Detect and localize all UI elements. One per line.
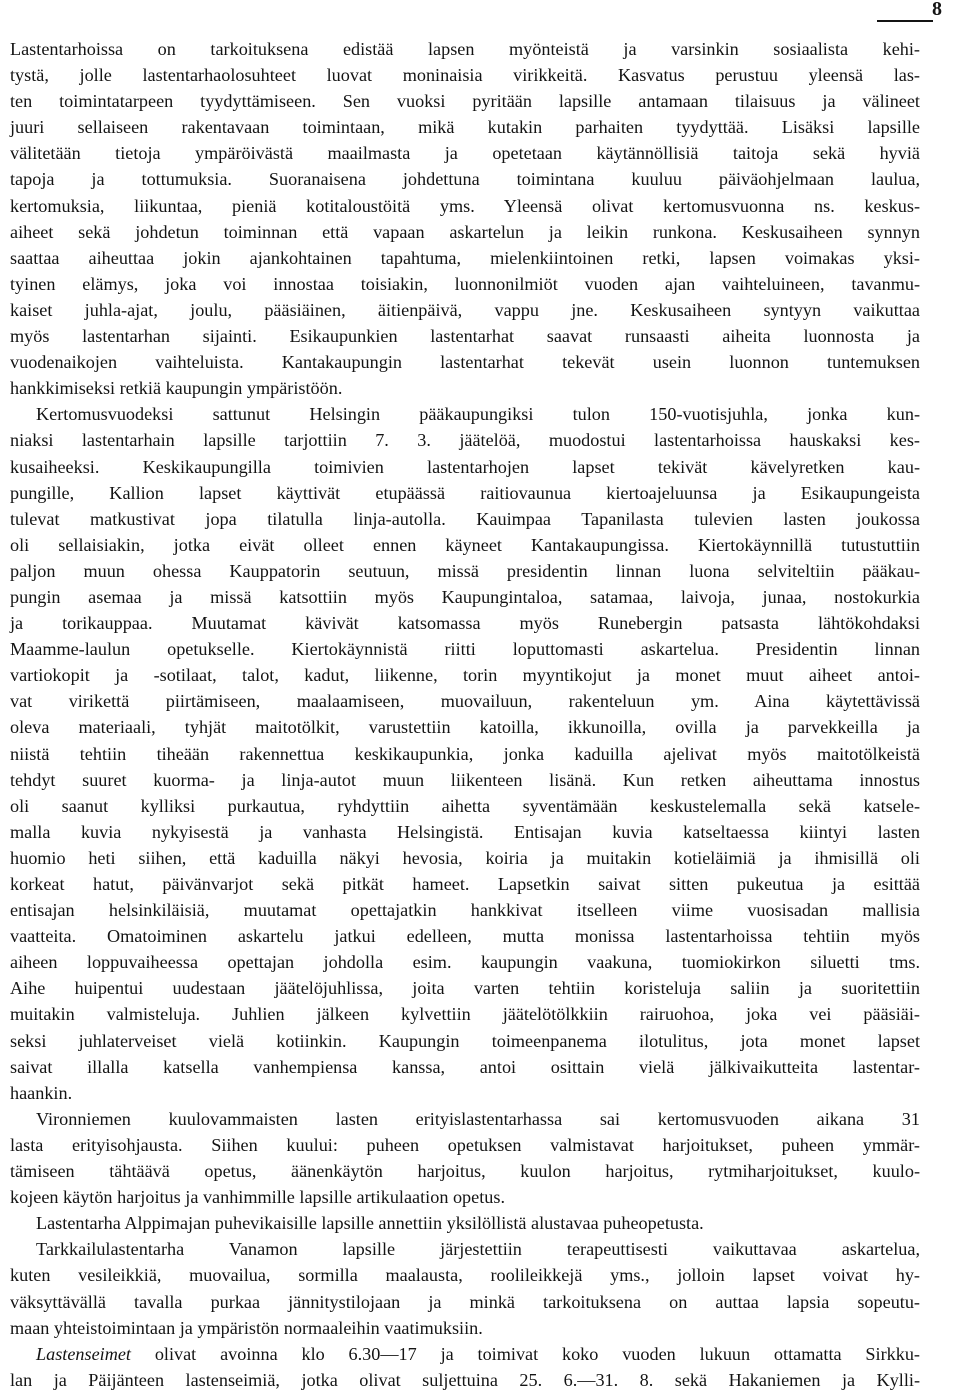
text-line: aiheet sekä johdetun toiminnan että vapaan askartelun ja leikin runkona. Keskusaiheen synnyn	[10, 221, 920, 242]
text-line: oli sellaisiakin, jotka eivät olleet ennen käyneet Kantakaupungissa. Kiertokäynnillä tutustuttiin	[10, 534, 920, 555]
text-line: pungin asemaa ja missä katsottiin myös Kaupungintaloa, satamaa, laivoja, junaa, nostokurkia	[10, 586, 920, 607]
header-rule	[877, 20, 933, 22]
text-line: Lastentarhoissa on tarkoituksena edistää lapsen myönteistä ja varsinkin sosiaalista kehi-	[10, 39, 920, 59]
text-line: hankkimiseksi retkiä kaupungin ympäristöön.	[10, 378, 343, 399]
body-text	[0, 36, 960, 1393]
text-line: vuodenaikojen vaihteluista. Kantakaupungin lastentarhat tekevät usein luonnon tuntemuksen	[10, 352, 920, 373]
text-line: lasta erityisohjausta. Siihen kuului: puheen opetuksen valmistavat harjoitukset, puheen ymmär-	[10, 1134, 920, 1155]
text-line: tämiseen tähtäävä opetus, äänenkäytön harjoitus, kuulon harjoitus, rytmiharjoitukset, kuulo-	[10, 1161, 920, 1182]
text-line: haankin.	[10, 1082, 73, 1103]
text-line: vat virikettä piirtämiseen, maalaamiseen, muovailuun, rakenteluun ym. Aina käytettävissä	[10, 691, 920, 712]
paragraph-observation-kindergarten	[0, 1236, 960, 1340]
text-line: saivat illalla katsella vanhempiensa kanssa, antoi osittain vielä jälkivaikutteita lastentar-	[10, 1056, 920, 1077]
paragraph-day-nurseries	[0, 1341, 960, 1393]
text-line: pungille, Kallion lapset käyttivät etupäässä raitiovaunua kiertoajeluunsa ja Esikaupungeista	[10, 482, 920, 503]
text-line: tyinen elämys, joka voi innostaa toisiakin, luonnonilmiöt vuoden ajan vaihteluineen, tavanmu-	[10, 273, 920, 294]
text-line: paljon muun ohessa Kauppatorin seutuun, missä presidentin linnan luona selviteltiin pääkau-	[10, 560, 920, 581]
text-line: Vironniemen kuulovammaisten lasten erityislastentarhassa sai kertomusvuoden aikana 31	[36, 1108, 920, 1129]
text-line: Aihe huipentui uudestaan jäätelöjuhlissa, joita varten tehtiin koristeluja saliin ja suoritettiin	[10, 978, 920, 999]
paragraph-intro	[0, 36, 960, 401]
text-line: oli saanut kylliksi purkautua, ryhdyttiin aihetta syventämään keskustelemalla sekä katsele-	[10, 795, 920, 816]
text-line: kusaiheeksi. Keskikaupungilla toimivien lastentarhojen lapset tekivät kävelyretken kau-	[10, 456, 920, 477]
text-line: kertomuksia, liikuntaa, pieniä kotitaloustöitä yms. Yleensä olivat kertomusvuonna ns. keskus-	[10, 195, 920, 216]
text-line: tulevat matkustivat jopa tilatulla linja-autolla. Kauimpaa Tapanilasta tulevien lasten joukossa	[10, 508, 920, 529]
text-line: juuri sellaiseen rakentavaan toimintaan, mikä kutakin parhaiten tyydyttää. Lisäksi lapsille	[10, 117, 920, 138]
text-line: aiheen loppuvaiheessa opettajan johdolla esim. kaupungin vaakuna, tuomiokirkon siluetti tms.	[10, 952, 920, 973]
text-line: ten toimintatarpeen tyydyttämiseen. Sen vuoksi pyritään lapsille antamaan tilaisuus ja välineet	[10, 91, 920, 112]
text-line: Lastentarha Alppimajan puhevikaisille lapsille annettiin yksilöllistä alustavaa puheopetusta.	[36, 1213, 704, 1234]
text-line: myös lastentarhan sijainti. Esikaupunkien lastentarhat saavat runsaasti aiheita luonnosta ja	[10, 326, 920, 347]
text-line: tystä, jolle lastentarhaolosuhteet luovat moninaisia virikkeitä. Kasvatus perustuu yleensä las-	[10, 65, 920, 86]
text-line: saattaa aiheuttaa jokin ajankohtainen tapahtuma, mielenkiintoinen retki, lapsen voimakas yksi-	[10, 247, 920, 268]
text-line: niaksi lastentarhain lapsille tarjottiin 7. 3. jäätelöä, muodostui lastentarhoissa hauskaksi kes-	[10, 430, 920, 451]
text-line: niistä tehtiin tiheään rakennettua keskikaupunkia, jonka kaduilla ajelivat myös maitotölkeistä	[10, 743, 920, 764]
text-line: Kertomusvuodeksi sattunut Helsingin pääkaupungiksi tulon 150-vuotisjuhla, jonka kun-	[36, 404, 920, 425]
text-line: kojeen käytön harjoitus ja vanhimmille lapsille artikulaation opetus.	[10, 1187, 505, 1208]
text-line: huomio heti siihen, että kaduilla näkyi hevosia, koiria ja muitakin kotieläimiä ja ihmisillä oli	[10, 847, 920, 868]
text-line: malla kuvia nykyisestä ja vanhasta Helsingistä. Entisajan kuvia katseltaessa kiintyi lasten	[10, 821, 920, 842]
text-line: korkeat hatut, päivänvarjot sekä pitkät hameet. Lapsetkin saivat sitten pukeutua ja esittää	[10, 874, 920, 894]
paragraph-hearing-impaired	[0, 1106, 960, 1210]
text-line: entisajan helsinkiläisiä, muutamat opettajatkin hankkivat itselleen viime vuosisadan mallisia	[10, 900, 920, 921]
text-line-rest: olivat avoinna klo 6.30—17 ja toimivat koko vuoden lukuun ottamatta Sirkku-	[130, 1343, 920, 1364]
text-line: lan ja Päijänteen lastenseimiä, jotka olivat suljettuina 25. 6.—31. 8. sekä Hakaniemen ja Kylli-	[10, 1369, 920, 1390]
page-number: 8	[932, 0, 942, 20]
text-line: tehdyt suuret kuorma- ja linja-autot muun liikenteen lisänä. Kun retken aiheuttama innostus	[10, 769, 920, 790]
text-line: vaatteita. Omatoiminen askartelu jatkui edelleen, mutta monissa lastentarhoissa tehtiin myös	[10, 926, 920, 947]
text-line: välitetään tietoja ympäröivästä maailmasta ja opetetaan käytännöllisiä taitoja sekä hyviä	[10, 143, 920, 164]
text-line: vartiokopit ja -sotilaat, talot, kadut, liikenne, torin myyntikojut ja monet muut aiheet antoi-	[10, 665, 920, 686]
text-line: oleva materiaali, tyhjät maitotölkit, varustettiin katoilla, ikkunoilla, ovilla ja parvekkeilla ja	[10, 717, 920, 738]
text-line: kaiset juhla-ajat, joulu, pääsiäinen, äitienpäivä, vappu jne. Keskusaiheen syntyyn vaikuttaa	[10, 299, 920, 320]
paragraph-anniversary	[0, 401, 960, 1106]
text-line: Maamme-laulun opetukselle. Kiertokäynnistä riitti loputtomasti askartelua. Presidentin linnan	[10, 639, 920, 660]
text-line	[0, 1341, 960, 1367]
section-lead-italic: Lastenseimet	[36, 1343, 131, 1364]
text-line: muitakin valmisteluja. Juhlien jälkeen kylvettiin jäätelötölkkiin rairuohoa, joka vei pääsiäi-	[10, 1004, 920, 1025]
text-line: väksyttävällä tavalla purkaa jännitystilojaan ja minkä tarkoituksena on auttaa lapsia sopeutu-	[10, 1291, 920, 1312]
text-line: tapoja ja tottumuksia. Suoranaisena johdettuna toimintana kuuluu päiväohjelmaan laulua,	[10, 169, 920, 190]
text-line: Tarkkailulastentarha Vanamon lapsille järjestettiin terapeuttisesti vaikuttavaa askartelua,	[36, 1239, 920, 1260]
paragraph-speech-therapy	[0, 1210, 960, 1236]
text-line: seksi juhlaterveiset vielä kotiinkin. Kaupungin toimeenpanema ilotulitus, jota monet lapset	[10, 1030, 920, 1051]
text-line: ja torikauppaa. Muutamat kävivät katsomassa myös Runebergin patsasta lähtökohdaksi	[10, 613, 920, 634]
text-line: maan yhteistoimintaan ja ympäristön normaaleihin vaatimuksiin.	[10, 1317, 483, 1338]
text-line: kuten vesileikkiä, muovailua, sormilla maalausta, roolileikkejä yms., jolloin lapset voivat hy-	[10, 1265, 920, 1286]
